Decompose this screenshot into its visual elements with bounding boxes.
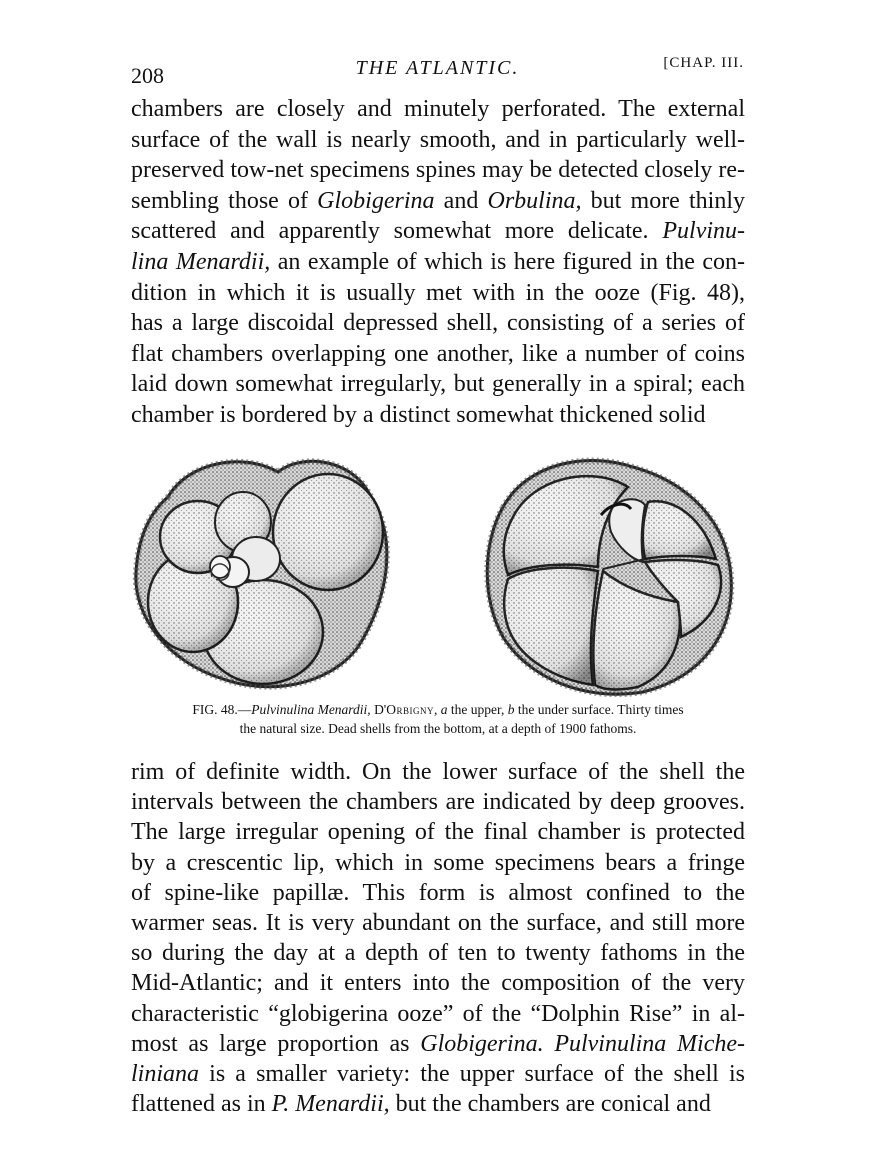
text-line: most as large proportion as Globigerina. Pulvinulina Miche-: [131, 1030, 745, 1057]
italic-run: P. Menardii,: [271, 1091, 390, 1118]
italic-run: a: [440, 702, 448, 717]
text-line: preserved tow-net specimens spines may be detected closely re-: [131, 157, 745, 184]
running-title: THE ATLANTIC.: [355, 57, 520, 79]
small-caps-run: Orbigny: [386, 702, 435, 717]
upper-surface-shell: [136, 461, 387, 686]
text-line: liniana is a smaller variety: the upper surface of the shell is: [131, 1061, 745, 1088]
text-line: rim of definite width. On the lower surface of the shell the: [131, 759, 745, 785]
text-line: characteristic “globigerina ooze” of the “Dolphin Rise” in al-: [131, 1000, 745, 1027]
paragraph-2: [131, 757, 745, 1119]
text-line: sembling those of Globigerina and Orbulina, but more thinly: [131, 187, 746, 214]
text-line: so during the day at a depth of ten to twenty fathoms in the: [131, 940, 745, 967]
italic-run: lina Menardii,: [131, 248, 271, 275]
italic-run: Pulvinulina Miche-: [554, 1030, 745, 1057]
figure-caption: [128, 700, 748, 738]
text-line: chambers are closely and minutely perforated. The external: [131, 96, 745, 122]
text-line: chamber is bordered by a distinct somewhat thickened solid: [131, 401, 706, 428]
text-line: Mid-Atlantic; and it enters into the composition of the very: [131, 970, 745, 997]
text-line: The large irregular opening of the final chamber is protected: [131, 819, 745, 846]
italic-run: b: [507, 702, 515, 717]
text-line: dition in which it is usually met with in the ooze (Fig. 48),: [131, 279, 745, 306]
text-line: laid down somewhat irregularly, but generally in a spiral; each: [131, 371, 745, 398]
text-line: by a crescentic lip, which in some specimens bears a fringe: [131, 849, 745, 876]
italic-run: Pulvinu-: [662, 218, 745, 245]
text-line: warmer seas. It is very abundant on the surface, and still more: [131, 910, 745, 937]
text-line: intervals between the chambers are indicated by deep grooves.: [131, 789, 745, 816]
running-header: [131, 55, 744, 88]
italic-run: Globigerina.: [420, 1030, 544, 1057]
page-number: 208: [131, 63, 164, 88]
text-line: scattered and apparently somewhat more delicate. Pulvinu-: [131, 218, 745, 245]
text-line: flat chambers overlapping one another, like a number of coins: [131, 340, 745, 367]
italic-run: Orbulina,: [487, 187, 582, 214]
text-line: surface of the wall is nearly smooth, and in particularly well-: [131, 126, 745, 153]
italic-run: Pulvinulina Menardii,: [251, 702, 371, 717]
chapter-reference: [CHAP. III.: [663, 55, 744, 71]
italic-run: liniana: [131, 1061, 200, 1088]
figure-48: [128, 447, 745, 697]
italic-run: Globigerina: [317, 187, 435, 214]
text-line: lina Menardii, an example of which is here figured in the con-: [131, 248, 745, 275]
under-surface-shell: [487, 460, 731, 694]
caption-line-2: the natural size. Dead shells from the bottom, at a depth of 1900 fathoms.: [239, 721, 637, 736]
paragraph-1: [131, 94, 745, 431]
text-line: has a large discoidal depressed shell, consisting of a series of: [131, 310, 745, 337]
text-line: flattened as in P. Menardii, but the chambers are conical and: [131, 1091, 711, 1118]
foraminifera-illustration: [128, 447, 745, 697]
caption-line-1: FIG. 48.—Pulvinulina Menardii, D'Orbigny, a the upper, b the under surface. Thirty times: [192, 702, 684, 717]
text-line: of spine-like papillæ. This form is almost confined to the: [131, 879, 745, 906]
